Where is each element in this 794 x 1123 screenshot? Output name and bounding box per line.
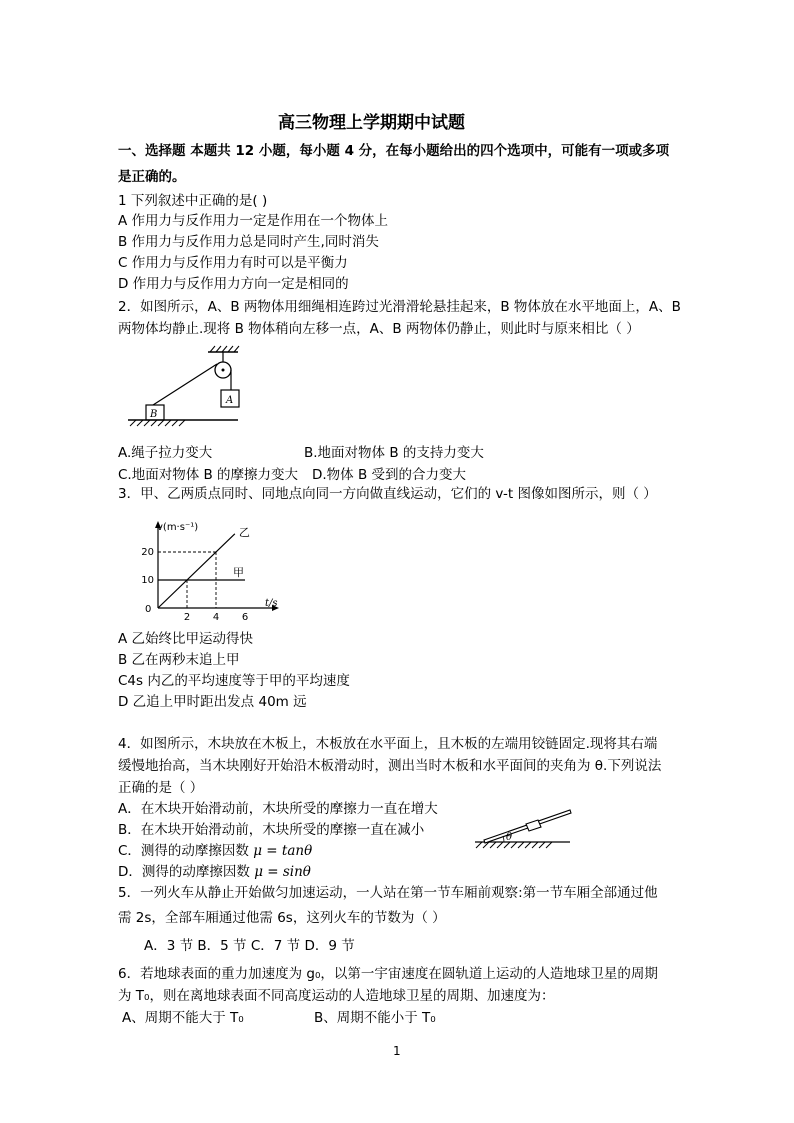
q5-stem-line1: 5．一列火车从静止开始做匀加速运动，一人站在第一节车厢前观察:第一节车厢全部通过他 bbox=[118, 885, 658, 901]
y-axis-label: v(m·s⁻¹) bbox=[157, 522, 199, 533]
q2-option-c: C.地面对物体 B 的摩擦力变大 bbox=[118, 467, 299, 483]
q4-option-a: A．在木块开始滑动前，木块所受的摩擦力一直在增大 bbox=[118, 801, 438, 817]
q3-option-d: D 乙追上甲时距出发点 40m 远 bbox=[118, 694, 307, 710]
y-tick-label-10: 10 bbox=[141, 575, 154, 586]
x-tick-label-4: 4 bbox=[212, 612, 220, 623]
section-intro-line2: 是正确的。 bbox=[118, 169, 186, 185]
section-intro-line1: 一、选择题 本题共 12 小题，每小题 4 分，在每小题给出的四个选项中，可能有一项或多项 bbox=[118, 143, 670, 159]
block-a-label: A bbox=[226, 395, 234, 406]
y-tick-label-20: 20 bbox=[141, 547, 154, 558]
q1-option-c: C 作用力与反作用力有时可以是平衡力 bbox=[118, 255, 348, 271]
wooden-block bbox=[526, 820, 541, 831]
q6-option-a: A、周期不能大于 T₀ bbox=[122, 1010, 244, 1026]
series-line-yi bbox=[158, 534, 235, 608]
q1-option-d: D 作用力与反作用力方向一定是相同的 bbox=[118, 276, 349, 292]
pulley-figure bbox=[120, 344, 280, 434]
q2-option-d: D.物体 B 受到的合力变大 bbox=[312, 467, 467, 483]
q2-stem-line2: 两物体均静止.现将 B 物体稍向左移一点，A、B 两物体仍静止，则此时与原来相比（ ） bbox=[118, 321, 640, 337]
q3-option-b: B 乙在两秒末追上甲 bbox=[118, 652, 240, 668]
q4-stem-line1: 4．如图所示，木块放在木板上，木板放在水平面上，且木板的左端用铰链固定.现将其右端 bbox=[118, 736, 658, 752]
q1-option-b: B 作用力与反作用力总是同时产生,同时消失 bbox=[118, 234, 379, 250]
q1-stem: 1 下列叙述中正确的是( ) bbox=[118, 193, 268, 209]
q2-option-a: A.绳子拉力变大 bbox=[118, 445, 213, 461]
q6-option-b: B、周期不能小于 T₀ bbox=[314, 1010, 436, 1026]
q4-option-d-text: D．测得的动摩擦因数 bbox=[118, 864, 250, 880]
vt-chart bbox=[135, 515, 285, 627]
page-number: 1 bbox=[393, 1044, 401, 1058]
q5-options: A．3 节 B．5 节 C．7 节 D．9 节 bbox=[144, 938, 355, 954]
q4-stem-line3: 正确的是（ ） bbox=[118, 780, 204, 796]
x-axis-label: t/s bbox=[265, 598, 278, 609]
q4-stem-line2: 缓慢地抬高，当木块刚好开始沿木板滑动时，测出当时木板和水平面间的夹角为 θ.下列说法 bbox=[118, 758, 662, 774]
angle-theta-label: θ bbox=[506, 832, 513, 843]
q1-option-a: A 作用力与反作用力一定是作用在一个物体上 bbox=[118, 213, 389, 229]
block-b-label: B bbox=[150, 409, 158, 420]
q4-option-c-text: C．测得的动摩擦因数 bbox=[118, 843, 249, 859]
q3-option-a: A 乙始终比甲运动得快 bbox=[118, 631, 254, 647]
q4-option-c bbox=[118, 842, 312, 860]
q2-option-b: B.地面对物体 B 的支持力变大 bbox=[304, 445, 484, 461]
q4-option-d-formula: μ = sinθ bbox=[254, 864, 311, 880]
q4-option-d bbox=[118, 863, 311, 881]
q3-option-c: C4s 内乙的平均速度等于甲的平均速度 bbox=[118, 673, 350, 689]
q3-stem: 3．甲、乙两质点同时、同地点向同一方向做直线运动，它们的 v-t 图像如图所示，则（ ） bbox=[118, 486, 657, 502]
series-label-yi: 乙 bbox=[238, 525, 250, 539]
q6-stem-line2: 为 T₀，则在离地球表面不同高度运动的人造地球卫星的周期、加速度为： bbox=[118, 988, 555, 1004]
origin-label: 0 bbox=[145, 604, 152, 615]
q2-stem-line1: 2．如图所示，A、B 两物体用细绳相连跨过光滑滑轮悬挂起来，B 物体放在水平地面上，A、B bbox=[118, 299, 681, 315]
incline-figure bbox=[470, 790, 580, 852]
x-tick-label-6: 6 bbox=[241, 612, 249, 623]
q6-stem-line1: 6．若地球表面的重力加速度为 g₀，以第一宇宙速度在圆轨道上运动的人造地球卫星的周期 bbox=[118, 966, 658, 982]
page-title: 高三物理上学期期中试题 bbox=[278, 113, 465, 133]
q4-option-b: B．在木块开始滑动前，木块所受的摩擦一直在减小 bbox=[118, 822, 425, 838]
series-label-jia: 甲 bbox=[233, 566, 244, 579]
q5-stem-line2: 需 2s，全部车厢通过他需 6s，这列火车的节数为（ ） bbox=[118, 910, 446, 926]
x-tick-label-2: 2 bbox=[183, 612, 191, 623]
q4-option-c-formula: μ = tanθ bbox=[253, 843, 313, 859]
